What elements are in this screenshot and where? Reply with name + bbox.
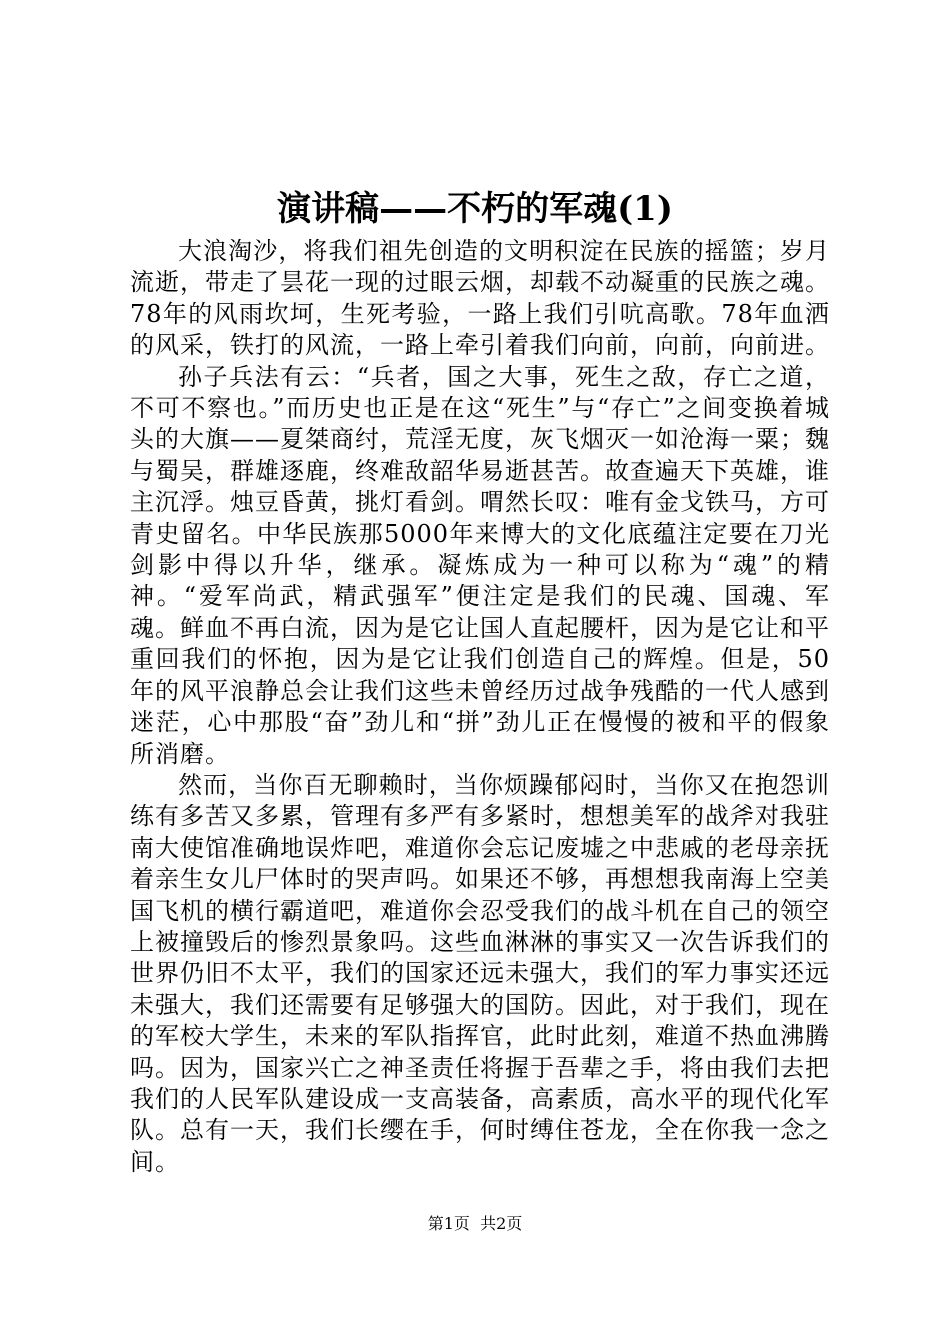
paragraph-3: 然而，当你百无聊赖时，当你烦躁郁闷时，当你又在抱怨训练有多苦又多累，管理有多严有多紧时，想想美军的战斧对我驻南大使馆准确地误炸吧，难道你会忘记废墟之中悲戚的老母亲抚着亲生女儿尸体时的哭声吗。如果还不够，再想想我南海上空美国飞机的横行霸道吧，难道你会忍受我们的战斗机在自己的领空上被撞毁后的惨烈景象吗。这些血淋淋的事实又一次告诉我们的世界仍旧不太平，我们的国家还远未强大，我们的军力事实还远未强大，我们还需要有足够强大的国防。因此，对于我们，现在的军校大学生，未来的军队指挥官，此时此刻，难道不热血沸腾吗。因为，国家兴亡之神圣责任将握于吾辈之手，将由我们去把我们的人民军队建设成一支高装备，高素质，高水平的现代化军队。总有一天，我们长缨在手，何时缚住苍龙，全在你我一念之间。 xyxy=(130,770,830,1176)
paragraph-2: 孙子兵法有云：“兵者，国之大事，死生之敌，存亡之道，不可不察也。”而历史也正是在这“死生”与“存亡”之间变换着城头的大旗——夏桀商纣，荒淫无度，灰飞烟灭一如沧海一粟；魏与蜀吴，群雄逐鹿，终难敌韶华易逝甚苦。故查遍天下英雄，谁主沉浮。烛豆昏黄，挑灯看剑。喟然长叹：唯有金戈铁马，方可青史留名。中华民族那5000年来博大的文化底蕴注定要在刀光剑影中得以升华，继承。凝炼成为一种可以称为“魂”的精神。“爱军尚武，精武强军”便注定是我们的民魂、国魂、军魂。鲜血不再白流，因为是它让国人直起腰杆，因为是它让和平重回我们的怀抱，因为是它让我们创造自己的辉煌。但是，50年的风平浪静总会让我们这些未曾经历过战争残酷的一代人感到迷茫，心中那股“奋”劲儿和“拼”劲儿正在慢慢的被和平的假象所消磨。 xyxy=(130,362,830,768)
paragraph-1: 大浪淘沙，将我们祖先创造的文明积淀在民族的摇篮；岁月流逝，带走了昙花一现的过眼云烟，却载不动凝重的民族之魂。78年的风雨坎坷，生死考验，一路上我们引吭高歌。78年血洒的风采，铁打的风流，一路上牵引着我们向前，向前，向前进。 xyxy=(130,237,830,360)
page-number: 第1页 xyxy=(427,1214,470,1233)
document-title: 演讲稿——不朽的军魂(1) xyxy=(277,189,673,229)
document-body xyxy=(130,236,830,1178)
page-footer xyxy=(0,1212,950,1236)
page-total: 共2页 xyxy=(480,1214,523,1233)
